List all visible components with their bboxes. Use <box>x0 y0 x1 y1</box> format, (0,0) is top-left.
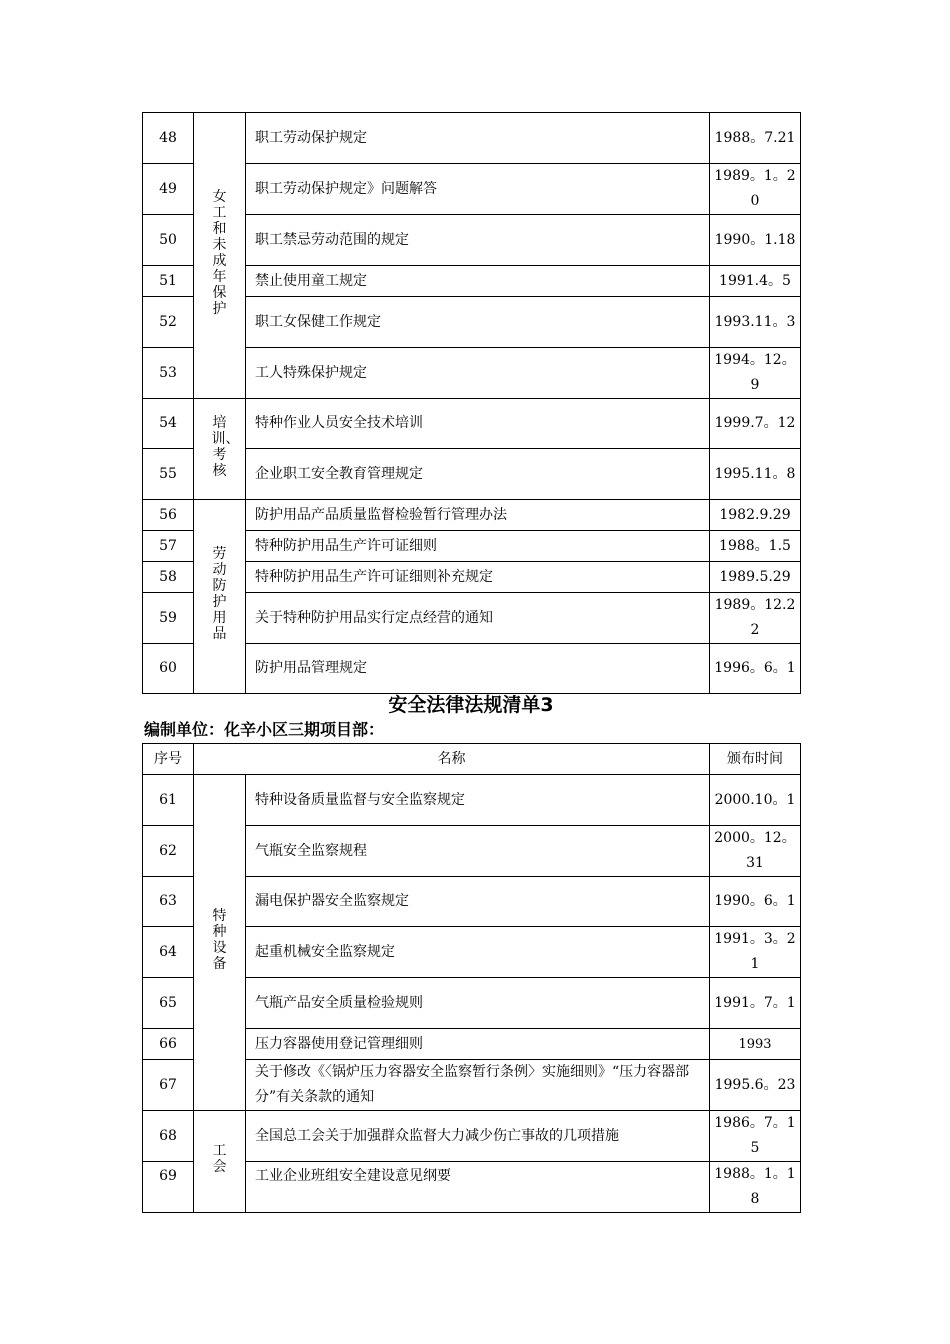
regulation-name: 工业企业班组安全建设意见纲要 <box>246 1162 710 1213</box>
issue-date: 2000。12。31 <box>710 826 801 877</box>
regulation-name: 企业职工安全教育管理规定 <box>246 449 710 500</box>
table-row <box>143 1111 801 1162</box>
issue-date: 1999.7。12 <box>710 399 801 449</box>
row-number: 58 <box>143 562 194 593</box>
regulation-name: 职工劳动保护规定》问题解答 <box>246 164 710 215</box>
regulation-name: 关于修改《〈锅炉压力容器安全监察暂行条例〉实施细则》“压力容器部分”有关条款的通知 <box>246 1060 710 1111</box>
issue-date: 1995.6。23 <box>710 1060 801 1111</box>
row-number: 48 <box>143 113 194 164</box>
table-row <box>143 113 801 164</box>
issue-date: 1988。7.21 <box>710 113 801 164</box>
row-number: 59 <box>143 593 194 644</box>
row-number: 50 <box>143 215 194 266</box>
category-women-minors <box>194 113 246 399</box>
row-number: 68 <box>143 1111 194 1162</box>
issue-date: 1991。3。21 <box>710 927 801 978</box>
regulations-table-part-2 <box>142 112 801 694</box>
issue-date: 1991。7。1 <box>710 978 801 1029</box>
row-number: 57 <box>143 531 194 562</box>
row-number: 66 <box>143 1029 194 1060</box>
regulation-name: 防护用品产品质量监督检验暂行管理办法 <box>246 500 710 531</box>
issue-date: 1988。1.5 <box>710 531 801 562</box>
regulation-name: 特种防护用品生产许可证细则 <box>246 531 710 562</box>
row-number: 67 <box>143 1060 194 1111</box>
row-number: 63 <box>143 877 194 927</box>
regulation-name: 工人特殊保护规定 <box>246 348 710 399</box>
issue-date: 1995.11。8 <box>710 449 801 500</box>
row-number: 65 <box>143 978 194 1029</box>
issue-date: 1989.5.29 <box>710 562 801 593</box>
regulations-table-part-3 <box>142 743 801 1213</box>
regulation-name: 防护用品管理规定 <box>246 644 710 694</box>
issue-date: 1988。1。18 <box>710 1162 801 1213</box>
row-number: 60 <box>143 644 194 694</box>
row-number: 54 <box>143 399 194 449</box>
issue-date: 2000.10。1 <box>710 775 801 826</box>
row-number: 64 <box>143 927 194 978</box>
issue-date: 1993 <box>710 1029 801 1060</box>
regulation-name: 全国总工会关于加强群众监督大力减少伤亡事故的几项措施 <box>246 1111 710 1162</box>
issue-date: 1990。6。1 <box>710 877 801 927</box>
table-row <box>143 399 801 449</box>
row-number: 62 <box>143 826 194 877</box>
issue-date: 1990。1.18 <box>710 215 801 266</box>
category-ppe <box>194 500 246 694</box>
regulation-name: 气瓶安全监察规程 <box>246 826 710 877</box>
issue-date: 1993.11。3 <box>710 297 801 348</box>
issue-date: 1989。12.22 <box>710 593 801 644</box>
regulation-name: 职工劳动保护规定 <box>246 113 710 164</box>
issue-date: 1982.9.29 <box>710 500 801 531</box>
table-row <box>143 775 801 826</box>
table-row <box>143 500 801 531</box>
category-label: 劳动防护用品 <box>212 546 227 642</box>
row-number: 69 <box>143 1162 194 1213</box>
category-label: 特种设备 <box>212 908 227 972</box>
category-training <box>194 399 246 500</box>
row-number: 55 <box>143 449 194 500</box>
category-label: 女工和未成年保护 <box>212 189 227 317</box>
compiling-unit: 编制单位：化辛小区三期项目部： <box>144 720 385 739</box>
row-number: 61 <box>143 775 194 826</box>
regulation-name: 起重机械安全监察规定 <box>246 927 710 978</box>
table-header-row <box>143 744 801 775</box>
header-date: 颁布时间 <box>710 744 801 775</box>
header-name: 名称 <box>194 744 710 775</box>
regulation-name: 漏电保护器安全监察规定 <box>246 877 710 927</box>
regulation-name: 气瓶产品安全质量检验规则 <box>246 978 710 1029</box>
regulation-name: 压力容器使用登记管理细则 <box>246 1029 710 1060</box>
header-number: 序号 <box>143 744 194 775</box>
row-number: 51 <box>143 266 194 297</box>
regulation-name: 职工禁忌劳动范围的规定 <box>246 215 710 266</box>
category-label: 工会 <box>212 1143 227 1175</box>
issue-date: 1989。1。20 <box>710 164 801 215</box>
issue-date: 1991.4。5 <box>710 266 801 297</box>
issue-date: 1986。7。15 <box>710 1111 801 1162</box>
row-number: 53 <box>143 348 194 399</box>
category-special-equipment <box>194 775 246 1111</box>
regulation-name: 特种设备质量监督与安全监察规定 <box>246 775 710 826</box>
issue-date: 1996。6。1 <box>710 644 801 694</box>
row-number: 52 <box>143 297 194 348</box>
issue-date: 1994。12。9 <box>710 348 801 399</box>
regulation-name: 职工女保健工作规定 <box>246 297 710 348</box>
regulation-name: 关于特种防护用品实行定点经营的通知 <box>246 593 710 644</box>
regulation-name: 禁止使用童工规定 <box>246 266 710 297</box>
row-number: 49 <box>143 164 194 215</box>
category-union <box>194 1111 246 1213</box>
row-number: 56 <box>143 500 194 531</box>
document-title: 安全法律法规清单3 <box>388 694 554 716</box>
category-label: 培训、考核 <box>211 414 240 479</box>
regulation-name: 特种防护用品生产许可证细则补充规定 <box>246 562 710 593</box>
regulation-name: 特种作业人员安全技术培训 <box>246 399 710 449</box>
